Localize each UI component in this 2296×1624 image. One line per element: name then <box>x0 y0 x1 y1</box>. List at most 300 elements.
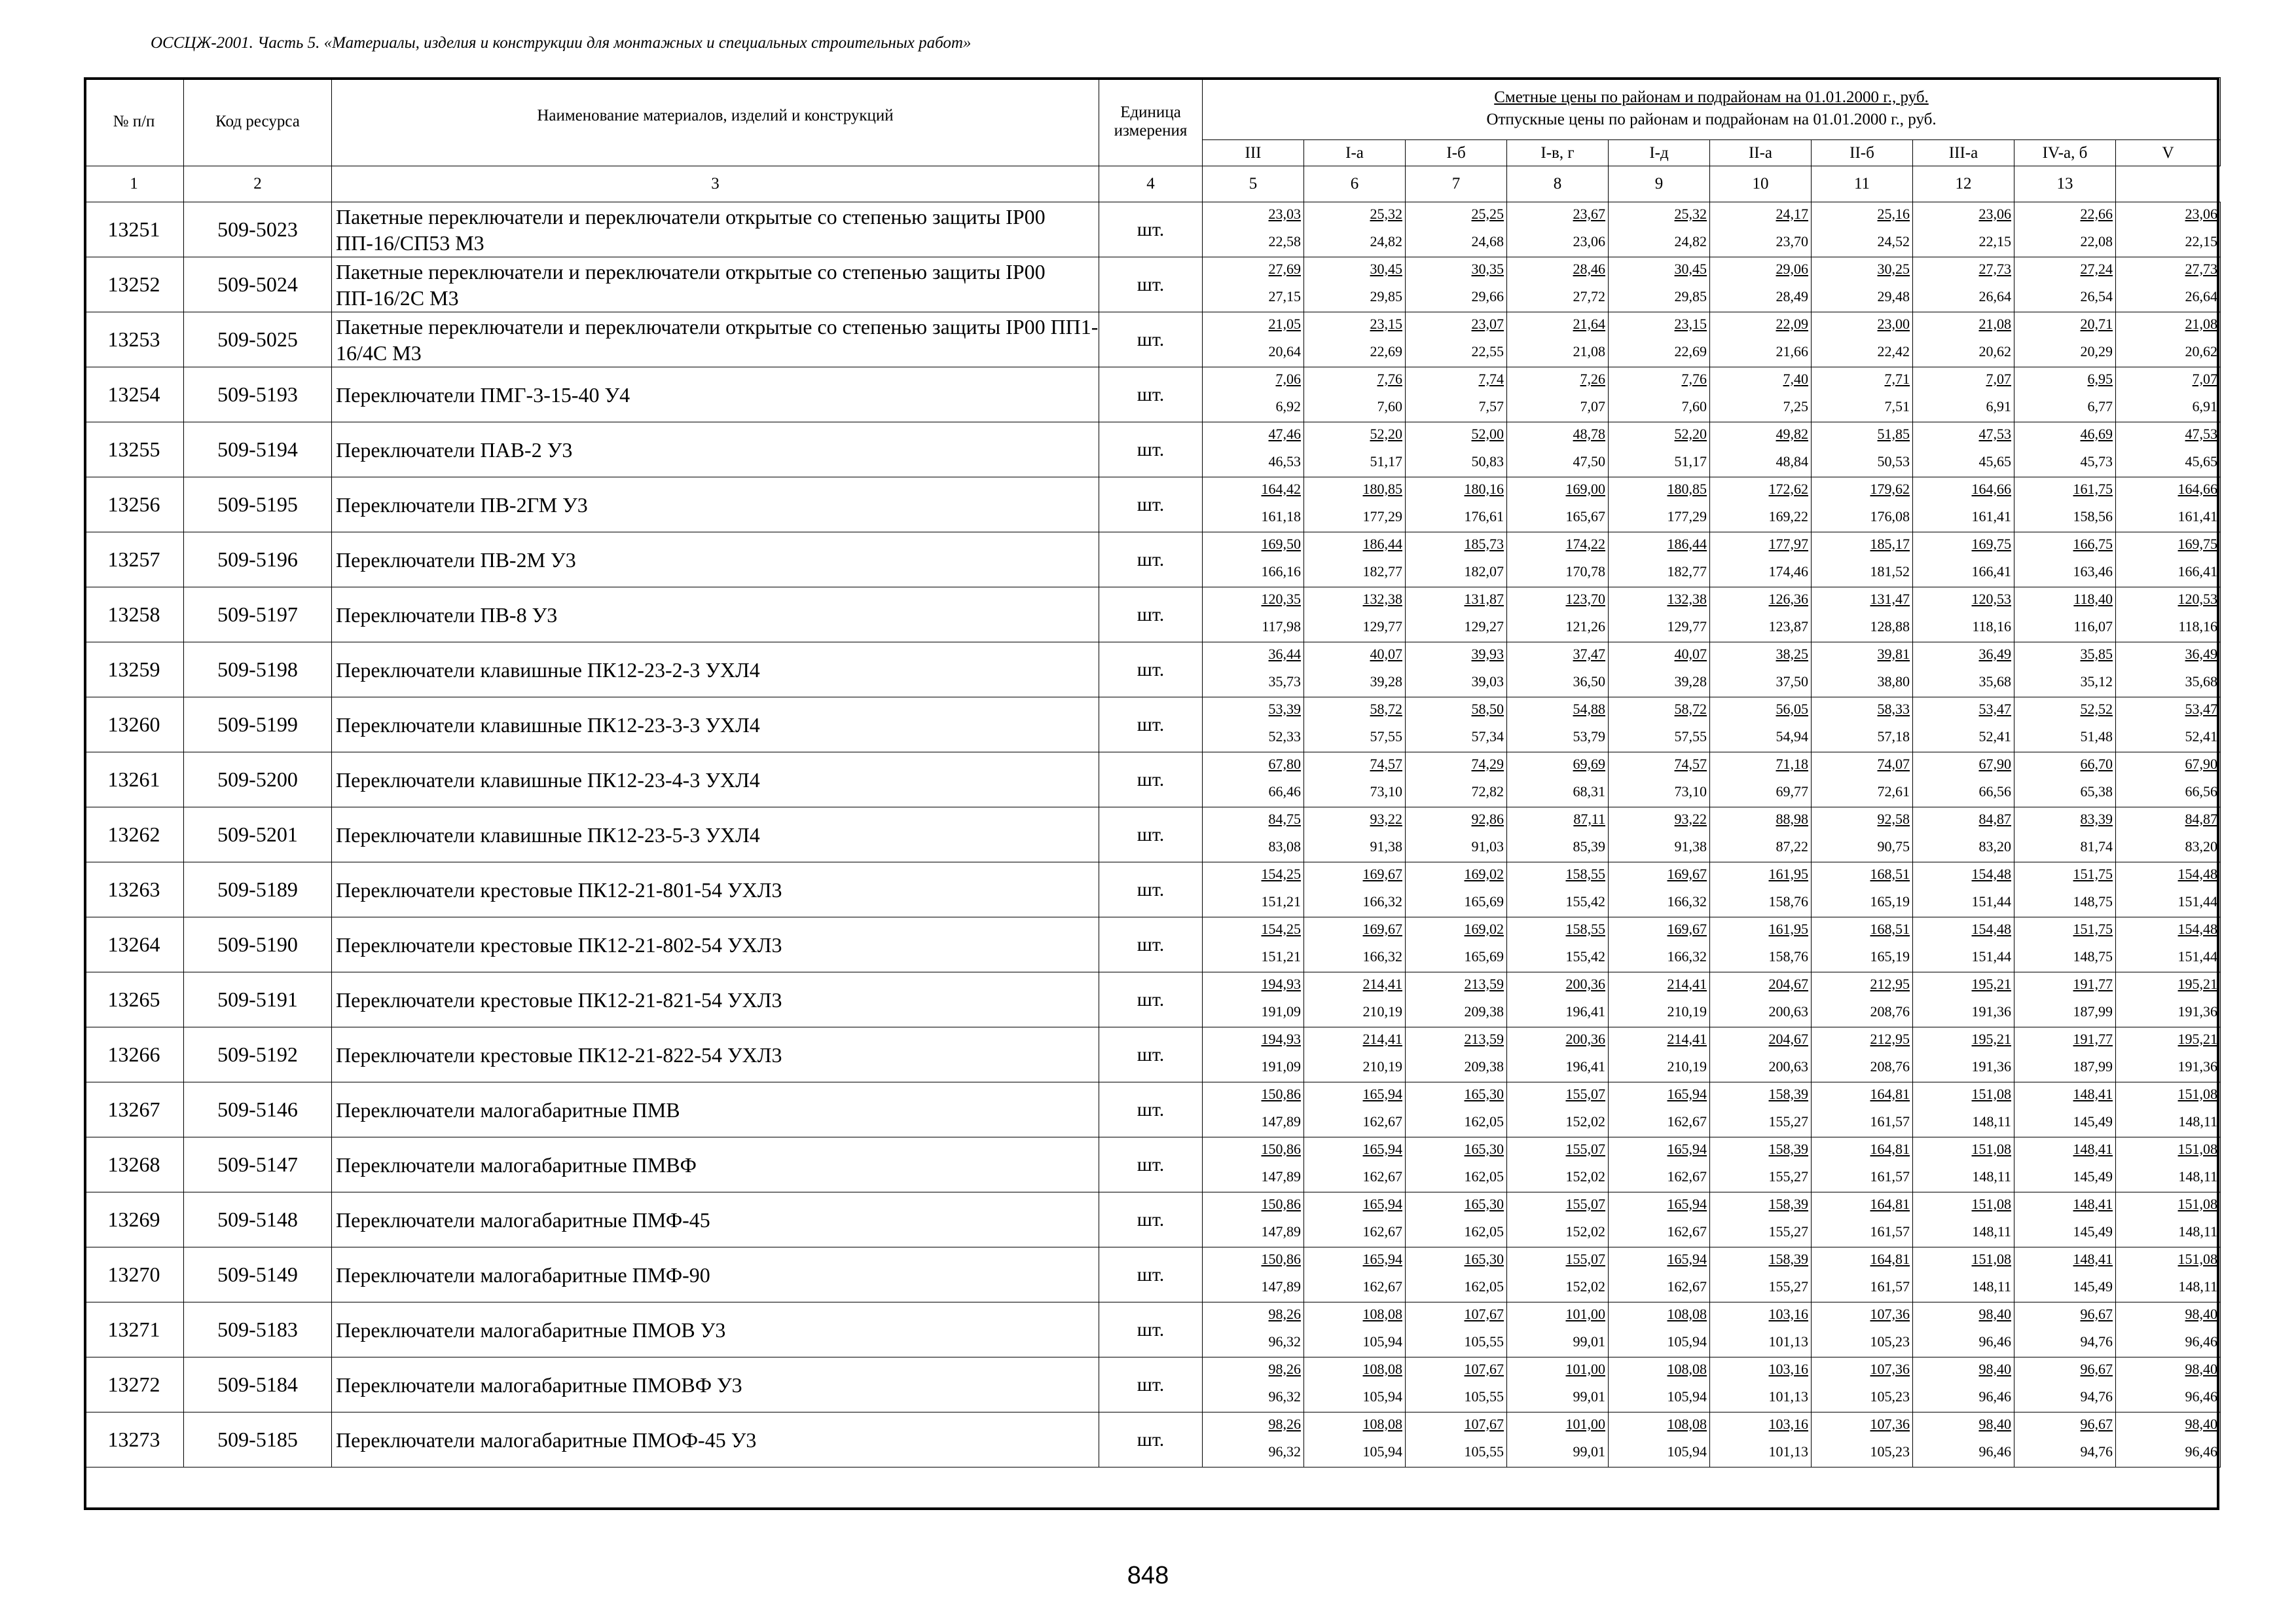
estimate-price: 155,07 <box>1565 1085 1605 1102</box>
row-number: 13268 <box>84 1137 184 1192</box>
price-cell <box>1710 642 1812 697</box>
price-cell <box>1710 807 1812 862</box>
price-cell <box>1507 1137 1609 1192</box>
estimate-price: 161,95 <box>1768 920 1808 937</box>
release-price: 22,69 <box>1370 342 1402 360</box>
estimate-price: 120,35 <box>1261 590 1301 607</box>
price-cell <box>2116 1137 2221 1192</box>
price-cell <box>1913 1412 2014 1467</box>
estimate-price: 161,95 <box>1768 865 1808 882</box>
estimate-price: 214,41 <box>1667 975 1707 992</box>
estimate-price: 7,06 <box>1275 370 1301 387</box>
release-price: 151,44 <box>1971 893 2011 910</box>
release-price: 151,21 <box>1261 893 1301 910</box>
estimate-price: 92,58 <box>1877 810 1910 827</box>
price-cell <box>1507 422 1609 477</box>
material-name: Переключатели крестовые ПК12-21-821-54 УХЛ3 <box>332 972 1099 1027</box>
release-price: 209,38 <box>1464 1003 1504 1020</box>
estimate-price: 158,39 <box>1768 1085 1808 1102</box>
estimate-price: 164,81 <box>1870 1140 1910 1157</box>
release-price: 52,41 <box>1978 728 2011 745</box>
release-price: 35,68 <box>1978 673 2011 690</box>
row-number: 13271 <box>84 1302 184 1357</box>
estimate-price: 103,16 <box>1768 1415 1808 1432</box>
release-price: 121,26 <box>1565 618 1605 635</box>
release-price: 105,94 <box>1667 1333 1707 1350</box>
estimate-price: 53,39 <box>1268 700 1301 717</box>
release-price: 52,33 <box>1268 728 1301 745</box>
estimate-price: 30,35 <box>1471 260 1504 277</box>
price-cell <box>2116 312 2221 367</box>
material-name: Переключатели ПВ-2М У3 <box>332 532 1099 587</box>
estimate-price: 186,44 <box>1362 535 1402 552</box>
estimate-price: 98,40 <box>2185 1305 2218 1322</box>
release-price: 39,03 <box>1471 673 1504 690</box>
estimate-price: 213,59 <box>1464 1030 1504 1047</box>
row-number: 13253 <box>84 312 184 367</box>
estimate-price: 30,25 <box>1877 260 1910 277</box>
estimate-price: 195,21 <box>1971 975 2011 992</box>
release-price: 66,56 <box>2185 783 2218 800</box>
estimate-price: 25,32 <box>1674 205 1707 222</box>
estimate-price: 36,49 <box>1978 645 2011 662</box>
release-price: 105,94 <box>1362 1443 1402 1460</box>
release-price: 96,46 <box>1978 1333 2011 1350</box>
estimate-price: 120,53 <box>1971 590 2011 607</box>
release-price: 165,69 <box>1464 893 1504 910</box>
release-price: 200,63 <box>1768 1003 1808 1020</box>
estimate-price: 214,41 <box>1362 1030 1402 1047</box>
price-cell <box>1304 1357 1406 1412</box>
estimate-price: 38,25 <box>1776 645 1808 662</box>
estimate-price: 132,38 <box>1362 590 1402 607</box>
material-name: Переключатели крестовые ПК12-21-801-54 УХЛ3 <box>332 862 1099 917</box>
table-row <box>84 1192 2221 1247</box>
column-number: 8 <box>1507 166 1609 202</box>
price-cell <box>1304 1082 1406 1137</box>
estimate-price: 47,46 <box>1268 425 1301 442</box>
estimate-price: 7,40 <box>1783 370 1808 387</box>
estimate-price: 29,06 <box>1776 260 1808 277</box>
price-cell <box>2014 1192 2116 1247</box>
release-price: 45,65 <box>1978 452 2011 470</box>
release-price: 66,46 <box>1268 783 1301 800</box>
estimate-price: 168,51 <box>1870 920 1910 937</box>
price-cell <box>1406 477 1507 532</box>
price-cell <box>1406 312 1507 367</box>
column-number: 9 <box>1609 166 1710 202</box>
price-cell <box>1710 257 1812 312</box>
estimate-price: 195,21 <box>2178 975 2218 992</box>
price-cell <box>1203 1137 1304 1192</box>
price-cell <box>1710 972 1812 1027</box>
price-cell <box>2014 1412 2116 1467</box>
release-price: 91,38 <box>1674 838 1707 855</box>
price-cell <box>2116 972 2221 1027</box>
release-price: 191,36 <box>1971 1058 2011 1075</box>
release-price: 162,67 <box>1667 1223 1707 1240</box>
price-cell <box>1609 532 1710 587</box>
estimate-price: 212,95 <box>1870 1030 1910 1047</box>
resource-code: 509-5190 <box>184 917 332 972</box>
price-cell <box>1812 1082 1913 1137</box>
release-price: 148,75 <box>2073 893 2113 910</box>
table-row <box>84 367 2221 422</box>
price-cell <box>1812 1137 1913 1192</box>
release-price: 182,77 <box>1667 563 1707 580</box>
table-row <box>84 532 2221 587</box>
release-price: 29,48 <box>1877 287 1910 304</box>
release-price: 196,41 <box>1565 1058 1605 1075</box>
price-cell <box>1507 1082 1609 1137</box>
release-price: 105,55 <box>1464 1333 1504 1350</box>
price-cell <box>1913 367 2014 422</box>
row-number: 13269 <box>84 1192 184 1247</box>
estimate-price: 54,88 <box>1573 700 1605 717</box>
estimate-price: 23,06 <box>2185 205 2218 222</box>
release-price: 105,55 <box>1464 1443 1504 1460</box>
release-price: 210,19 <box>1667 1058 1707 1075</box>
resource-code: 509-5189 <box>184 862 332 917</box>
estimate-price: 74,29 <box>1471 755 1504 772</box>
estimate-price: 185,17 <box>1870 535 1910 552</box>
estimate-price: 126,36 <box>1768 590 1808 607</box>
price-cell <box>1913 202 2014 257</box>
resource-code: 509-5149 <box>184 1247 332 1302</box>
release-price: 101,13 <box>1768 1388 1808 1405</box>
price-cell <box>1913 862 2014 917</box>
estimate-price: 58,33 <box>1877 700 1910 717</box>
estimate-price: 23,15 <box>1370 315 1402 332</box>
release-price: 26,64 <box>2185 287 2218 304</box>
price-cell <box>1304 642 1406 697</box>
estimate-price: 107,36 <box>1870 1415 1910 1432</box>
estimate-price: 36,44 <box>1268 645 1301 662</box>
estimate-price: 108,08 <box>1667 1415 1707 1432</box>
estimate-price: 174,22 <box>1565 535 1605 552</box>
estimate-price: 46,69 <box>2080 425 2113 442</box>
release-price: 165,19 <box>1870 893 1910 910</box>
price-cell <box>1609 1137 1710 1192</box>
estimate-price: 39,93 <box>1471 645 1504 662</box>
price-cell <box>1406 422 1507 477</box>
estimate-price: 28,46 <box>1573 260 1605 277</box>
release-price: 208,76 <box>1870 1003 1910 1020</box>
release-price: 105,55 <box>1464 1388 1504 1405</box>
price-cell <box>1203 1247 1304 1302</box>
column-number: 13 <box>2014 166 2116 202</box>
unit-of-measure: шт. <box>1099 807 1203 862</box>
row-number: 13273 <box>84 1412 184 1467</box>
price-cell <box>1304 697 1406 752</box>
release-price: 145,49 <box>2073 1278 2113 1295</box>
estimate-price: 154,48 <box>2178 865 2218 882</box>
release-price: 210,19 <box>1667 1003 1707 1020</box>
release-price: 209,38 <box>1464 1058 1504 1075</box>
estimate-price: 214,41 <box>1667 1030 1707 1047</box>
price-cell <box>2116 477 2221 532</box>
table-row <box>84 1412 2221 1467</box>
estimate-price: 67,90 <box>2185 755 2218 772</box>
release-price: 22,15 <box>1978 232 2011 249</box>
price-cell <box>1304 587 1406 642</box>
price-cell <box>1304 1412 1406 1467</box>
price-cell <box>1913 642 2014 697</box>
resource-code: 509-5191 <box>184 972 332 1027</box>
price-cell <box>1913 697 2014 752</box>
price-cell <box>1507 367 1609 422</box>
estimate-price: 180,85 <box>1667 480 1707 497</box>
release-price: 191,36 <box>2178 1003 2218 1020</box>
price-cell <box>1406 1027 1507 1082</box>
estimate-price: 180,16 <box>1464 480 1504 497</box>
estimate-price: 169,67 <box>1362 920 1402 937</box>
release-price: 147,89 <box>1261 1278 1301 1295</box>
estimate-price: 158,39 <box>1768 1250 1808 1267</box>
estimate-price: 20,71 <box>2080 315 2113 332</box>
release-price: 39,28 <box>1370 673 1402 690</box>
price-cell <box>1710 422 1812 477</box>
table-row <box>84 642 2221 697</box>
price-cell <box>1710 917 1812 972</box>
estimate-price: 84,75 <box>1268 810 1301 827</box>
price-cell <box>1913 752 2014 807</box>
estimate-price: 154,48 <box>1971 920 2011 937</box>
column-number: 3 <box>332 166 1099 202</box>
column-number: 7 <box>1406 166 1507 202</box>
release-price: 162,05 <box>1464 1168 1504 1185</box>
estimate-price: 37,47 <box>1573 645 1605 662</box>
price-cell <box>1710 1192 1812 1247</box>
release-price: 148,11 <box>1972 1113 2011 1130</box>
estimate-price: 195,21 <box>2178 1030 2218 1047</box>
price-cell <box>1812 477 1913 532</box>
estimate-price: 155,07 <box>1565 1140 1605 1157</box>
estimate-price: 164,42 <box>1261 480 1301 497</box>
price-cell <box>1507 972 1609 1027</box>
price-cell <box>1406 642 1507 697</box>
estimate-price: 101,00 <box>1565 1415 1605 1432</box>
release-price: 148,11 <box>1972 1223 2011 1240</box>
price-cell <box>1913 422 2014 477</box>
release-price: 6,91 <box>1986 397 2011 415</box>
column-number-row <box>84 166 2221 202</box>
release-price: 22,42 <box>1877 342 1910 360</box>
estimate-price: 96,67 <box>2080 1415 2113 1432</box>
estimate-price: 103,16 <box>1768 1360 1808 1377</box>
table-row <box>84 972 2221 1027</box>
price-cell <box>1812 752 1913 807</box>
release-price: 166,41 <box>2178 563 2218 580</box>
material-name: Переключатели малогабаритные ПМОВ У3 <box>332 1302 1099 1357</box>
price-cell <box>1913 1247 2014 1302</box>
price-cell <box>1304 1027 1406 1082</box>
release-price: 65,38 <box>2080 783 2113 800</box>
release-price: 22,55 <box>1471 342 1504 360</box>
estimate-price: 98,40 <box>1978 1360 2011 1377</box>
release-price: 155,27 <box>1768 1223 1808 1240</box>
estimate-price: 165,30 <box>1464 1195 1504 1212</box>
estimate-price: 151,08 <box>1971 1195 2011 1212</box>
unit-of-measure: шт. <box>1099 752 1203 807</box>
price-cell <box>1507 1027 1609 1082</box>
estimate-price: 165,94 <box>1667 1140 1707 1157</box>
price-cell <box>1203 312 1304 367</box>
release-price: 6,77 <box>2087 397 2113 415</box>
price-cell <box>1203 1082 1304 1137</box>
region-header: I-а <box>1304 140 1406 166</box>
release-price: 96,46 <box>2185 1333 2218 1350</box>
price-cell <box>2116 1027 2221 1082</box>
price-cell <box>1406 752 1507 807</box>
release-price: 161,41 <box>1971 507 2011 525</box>
price-cell <box>1609 312 1710 367</box>
resource-code: 509-5184 <box>184 1357 332 1412</box>
release-price: 99,01 <box>1573 1443 1605 1460</box>
release-price: 21,08 <box>1573 342 1605 360</box>
release-price: 152,02 <box>1565 1278 1605 1295</box>
price-cell <box>1406 917 1507 972</box>
estimate-price: 52,52 <box>2080 700 2113 717</box>
release-price: 57,55 <box>1674 728 1707 745</box>
material-name: Переключатели малогабаритные ПМОФ-45 У3 <box>332 1412 1099 1467</box>
release-price: 105,94 <box>1362 1333 1402 1350</box>
release-price: 24,52 <box>1877 232 1910 249</box>
release-price: 177,29 <box>1362 507 1402 525</box>
price-cell <box>2014 807 2116 862</box>
release-price: 6,92 <box>1275 397 1301 415</box>
release-price: 51,17 <box>1370 452 1402 470</box>
unit-of-measure: шт. <box>1099 257 1203 312</box>
estimate-price: 101,00 <box>1565 1360 1605 1377</box>
table-row <box>84 1357 2221 1412</box>
release-price: 148,11 <box>2178 1113 2218 1130</box>
release-price: 53,79 <box>1573 728 1605 745</box>
resource-code: 509-5025 <box>184 312 332 367</box>
release-price: 105,94 <box>1667 1388 1707 1405</box>
release-price: 176,61 <box>1464 507 1504 525</box>
price-cell <box>1913 1082 2014 1137</box>
material-name: Переключатели крестовые ПК12-21-802-54 УХЛ3 <box>332 917 1099 972</box>
release-price: 166,41 <box>1971 563 2011 580</box>
estimate-price: 6,95 <box>2087 370 2113 387</box>
material-name: Переключатели ПВ-8 У3 <box>332 587 1099 642</box>
release-price: 99,01 <box>1573 1333 1605 1350</box>
estimate-price: 151,08 <box>2178 1140 2218 1157</box>
unit-of-measure: шт. <box>1099 862 1203 917</box>
estimate-price: 52,20 <box>1370 425 1402 442</box>
resource-code: 509-5201 <box>184 807 332 862</box>
price-cell <box>2014 477 2116 532</box>
unit-of-measure: шт. <box>1099 1412 1203 1467</box>
estimate-price: 169,00 <box>1565 480 1605 497</box>
estimate-price: 92,86 <box>1471 810 1504 827</box>
price-cell <box>1304 862 1406 917</box>
release-price: 155,27 <box>1768 1278 1808 1295</box>
release-price: 155,27 <box>1768 1168 1808 1185</box>
price-cell <box>1203 367 1304 422</box>
release-price: 105,94 <box>1362 1388 1402 1405</box>
estimate-price: 204,67 <box>1768 975 1808 992</box>
price-cell <box>1203 1192 1304 1247</box>
estimate-price: 84,87 <box>1978 810 2011 827</box>
unit-of-measure: шт. <box>1099 1247 1203 1302</box>
release-price: 81,74 <box>2080 838 2113 855</box>
release-price: 69,77 <box>1776 783 1808 800</box>
price-cell <box>1609 862 1710 917</box>
price-cell <box>1203 1412 1304 1467</box>
column-header-name: Наименование материалов, изделий и конструкций <box>332 78 1099 166</box>
resource-code: 509-5148 <box>184 1192 332 1247</box>
estimate-price: 107,36 <box>1870 1360 1910 1377</box>
material-name: Переключатели клавишные ПК12-23-2-3 УХЛ4 <box>332 642 1099 697</box>
release-price: 83,20 <box>1978 838 2011 855</box>
price-cell <box>2116 587 2221 642</box>
price-cell <box>1609 1192 1710 1247</box>
material-name: Переключатели крестовые ПК12-21-822-54 УХЛ3 <box>332 1027 1099 1082</box>
estimate-price: 53,47 <box>1978 700 2011 717</box>
price-cell <box>2014 587 2116 642</box>
unit-of-measure: шт. <box>1099 1027 1203 1082</box>
resource-code: 509-5199 <box>184 697 332 752</box>
price-cell <box>1203 422 1304 477</box>
price-cell <box>1913 1192 2014 1247</box>
region-header: I-д <box>1609 140 1710 166</box>
estimate-price: 27,73 <box>2185 260 2218 277</box>
estimate-price: 169,67 <box>1362 865 1402 882</box>
unit-of-measure: шт. <box>1099 367 1203 422</box>
release-price: 148,11 <box>2178 1278 2218 1295</box>
release-price: 47,50 <box>1573 452 1605 470</box>
release-price: 165,67 <box>1565 507 1605 525</box>
price-cell <box>1507 807 1609 862</box>
release-price: 48,84 <box>1776 452 1808 470</box>
release-price: 20,29 <box>2080 342 2113 360</box>
estimate-price: 213,59 <box>1464 975 1504 992</box>
release-price: 46,53 <box>1268 452 1301 470</box>
resource-code: 509-5147 <box>184 1137 332 1192</box>
price-cell <box>1609 367 1710 422</box>
price-cell <box>1710 697 1812 752</box>
region-header: II-б <box>1812 140 1913 166</box>
price-cell <box>2014 312 2116 367</box>
price-cell <box>1710 862 1812 917</box>
table-row <box>84 862 2221 917</box>
price-cell <box>1710 1302 1812 1357</box>
estimate-price: 150,86 <box>1261 1140 1301 1157</box>
price-cell <box>2014 1302 2116 1357</box>
price-cell <box>2014 1027 2116 1082</box>
release-price: 23,70 <box>1776 232 1808 249</box>
row-number: 13272 <box>84 1357 184 1412</box>
price-cell <box>2116 1302 2221 1357</box>
row-number: 13254 <box>84 367 184 422</box>
price-cell <box>1507 202 1609 257</box>
price-cell <box>2014 752 2116 807</box>
release-price: 170,78 <box>1565 563 1605 580</box>
estimate-price: 151,08 <box>2178 1250 2218 1267</box>
estimate-price: 214,41 <box>1362 975 1402 992</box>
release-price: 196,41 <box>1565 1003 1605 1020</box>
table-row <box>84 1137 2221 1192</box>
price-cell <box>1203 807 1304 862</box>
estimate-price: 67,90 <box>1978 755 2011 772</box>
release-price: 151,44 <box>2178 893 2218 910</box>
estimate-price: 150,86 <box>1261 1250 1301 1267</box>
release-price: 72,82 <box>1471 783 1504 800</box>
price-cell <box>2116 917 2221 972</box>
release-price: 45,65 <box>2185 452 2218 470</box>
